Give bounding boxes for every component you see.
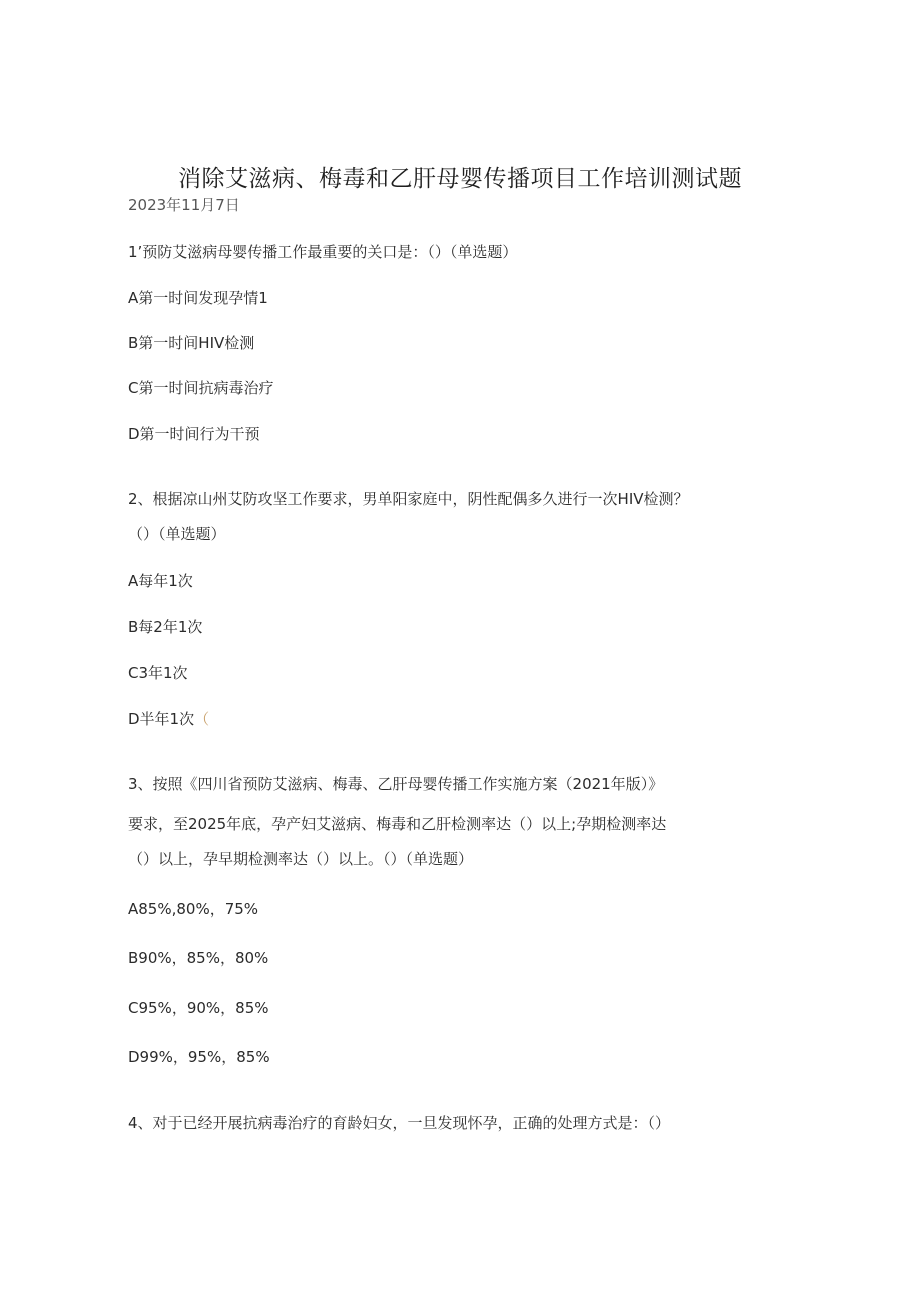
question-1-option-a: A第一时间发现孕情1 <box>128 289 268 307</box>
question-3-text-line-1: 3、按照《四川省预防艾滋病、梅毒、乙肝母婴传播工作实施方案（2021年版）》 <box>128 775 664 793</box>
question-2-option-a: A每年1次 <box>128 572 193 590</box>
question-1-text: 1’预防艾滋病母婴传播工作最重要的关口是：（）（单选题） <box>128 243 518 261</box>
question-3-option-b: B90%，85%，80% <box>128 949 269 967</box>
question-4-text: 4、对于已经开展抗病毒治疗的育龄妇女，一旦发现怀孕，正确的处理方式是：（） <box>128 1114 671 1132</box>
question-1-option-d: D第一时间行为干预 <box>128 425 260 443</box>
question-2-option-d: D半年1次 <box>128 710 195 728</box>
document-title: 消除艾滋病、梅毒和乙肝母婴传播项目工作培训测试题 <box>178 166 742 192</box>
question-3-text-line-3: （）以上，孕早期检测率达（）以上。（）（单选题） <box>128 850 474 868</box>
question-3-option-c: C95%，90%，85% <box>128 999 269 1017</box>
question-2-trailing-mark: （ <box>194 710 210 728</box>
question-3-text-line-2: 要求，至2025年底，孕产妇艾滋病、梅毒和乙肝检测率达（）以上;孕期检测率达 <box>128 815 667 833</box>
question-2-option-c: C3年1次 <box>128 664 188 682</box>
question-2-text-line-2: （）（单选题） <box>128 525 226 543</box>
question-2-option-b: B每2年1次 <box>128 618 203 636</box>
document-date: 2023年11月7日 <box>128 196 240 214</box>
question-3-option-a: A85%,80%，75% <box>128 900 259 918</box>
question-2-text-line-1: 2、根据凉山州艾防攻坚工作要求，男单阳家庭中，阴性配偶多久进行一次HIV检测？ <box>128 490 689 508</box>
question-1-option-c: C第一时间抗病毒治疗 <box>128 379 274 397</box>
question-3-option-d: D99%，95%，85% <box>128 1048 270 1066</box>
question-2-option-d-row <box>128 708 209 729</box>
question-1-option-b: B第一时间HIV检测 <box>128 334 255 352</box>
